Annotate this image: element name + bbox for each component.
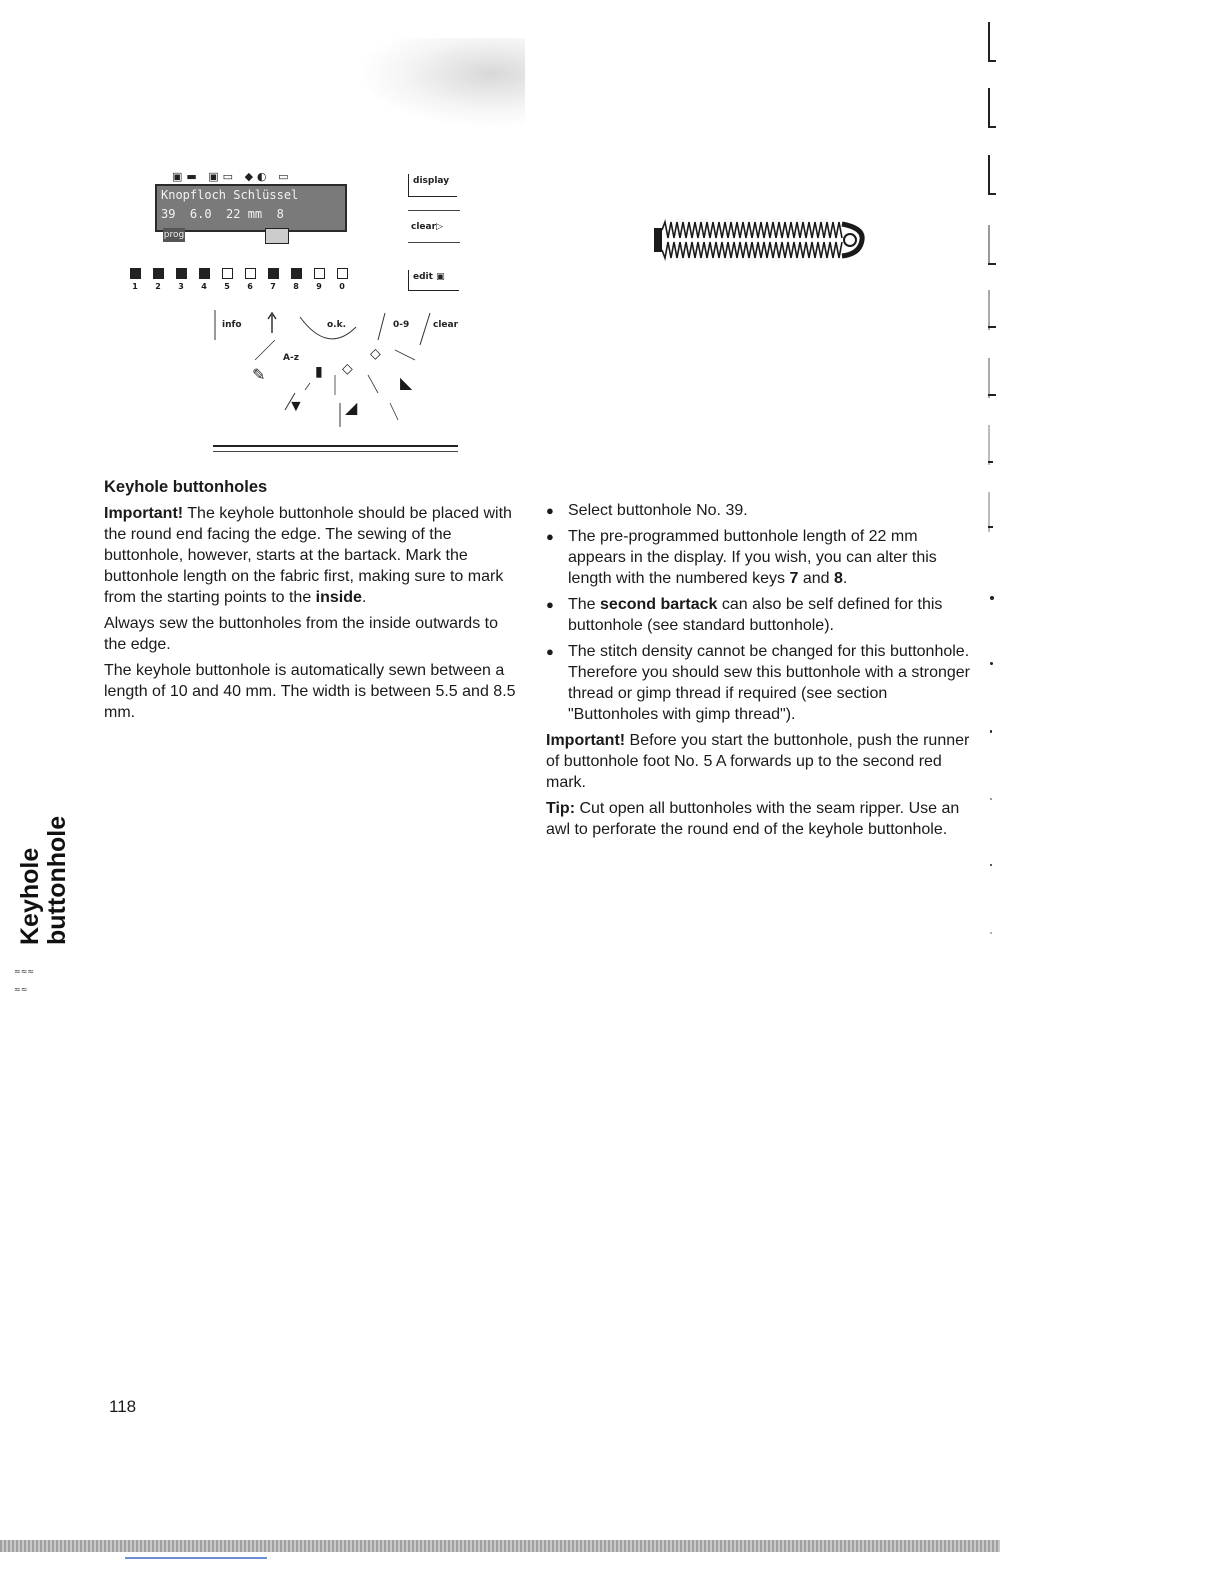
number-key: 2 (151, 268, 165, 291)
number-key: 3 (174, 268, 188, 291)
number-key: 5 (220, 268, 234, 291)
presser-icon: ◢ (345, 400, 358, 417)
mode-key (265, 228, 289, 244)
panel-underline (213, 451, 458, 452)
clear-arrow-icon: ▷ (436, 222, 443, 232)
edge-dot (990, 798, 992, 800)
side-tab-line-2: buttonhole (43, 815, 71, 945)
number-key: 7 (266, 268, 280, 291)
panel-underline (213, 445, 458, 447)
number-keys (128, 268, 349, 291)
scan-edge-bar (0, 1540, 1000, 1552)
important-note: Important! Before you start the buttonhole, push the runner of buttonhole foot No. 5 A forwards up to the second red mark. (546, 732, 970, 791)
paragraph: Always sew the buttonholes from the inside outwards to the edge. (104, 615, 498, 653)
display-key: display (408, 174, 457, 197)
sewing-machine-icon: ▣ (436, 272, 445, 282)
edge-tab-mark (986, 492, 1000, 534)
clear-key: clear▷ (411, 222, 443, 232)
stitch-mode-icons: ▣▬ ▣▭ ◆◐ ▭ (172, 170, 293, 183)
paragraph: Important! The keyhole buttonhole should be placed with the round end facing the edge. The sewing of the buttonhole, however, starts at the bartack. Mark the buttonhole length on the fabric first, making sure to mark from the starting points to the inside. (104, 505, 512, 606)
number-key: 1 (128, 268, 142, 291)
az-key: A-z (283, 353, 299, 363)
triangle-icon: ◣ (400, 375, 413, 392)
bar-icon: ▮ (315, 363, 323, 379)
edge-tab-mark (986, 290, 1000, 332)
edge-dot (990, 932, 992, 934)
edge-tab-mark (986, 22, 1000, 64)
list-item: ● Select buttonhole No. 39. (546, 500, 971, 521)
edit-key: edit ▣ (408, 270, 459, 291)
lcd-line-1: Knopfloch Schlüssel (161, 188, 299, 202)
bullet-list (546, 500, 971, 725)
edge-tab-mark (986, 358, 1000, 400)
lcd-display (155, 184, 347, 232)
edge-tab-mark (986, 425, 1000, 467)
scan-edge-line (125, 1557, 267, 1559)
divider (408, 210, 460, 211)
number-key: 4 (197, 268, 211, 291)
edge-dot (990, 596, 994, 600)
edge-dot (990, 864, 992, 866)
list-item: ● The stitch density cannot be changed for this buttonhole. Therefore you should sew this buttonhole with a stronger thread or gimp thread if required (see section "Buttonholes with gimp thread"). (546, 641, 971, 725)
right-column (546, 500, 971, 845)
side-tab-line-1: Keyhole (16, 847, 44, 945)
list-item: ● The pre-programmed buttonhole length of 22 mm appears in the display. If you wish, you can alter this length with the numbered keys 7 and 8. (546, 526, 971, 589)
range-key: 0-9 (393, 320, 410, 330)
section-heading: Keyhole buttonholes (104, 478, 268, 496)
edge-dot (990, 730, 992, 733)
list-item: ● The second bartack can also be self defined for this buttonhole (see standard buttonhole). (546, 594, 971, 636)
foot-icon: ◇ (342, 360, 353, 376)
scan-artifact: ≈≈≈ ≈≈ (14, 967, 35, 994)
paragraph: The keyhole buttonhole is automatically sewn between a length of 10 and 40 mm. The width is between 5.5 and 8.5 mm. (104, 662, 516, 721)
number-key: 6 (243, 268, 257, 291)
ok-key: o.k. (327, 320, 347, 330)
needle-icon: ✎ (252, 367, 266, 384)
edge-tab-mark (986, 88, 1000, 130)
important-label: Important! (104, 505, 184, 522)
number-key: 0 (335, 268, 349, 291)
lcd-line-2: 39 6.0 22 mm 8 (161, 207, 284, 221)
info-key: info (222, 320, 242, 330)
divider (408, 242, 460, 243)
scan-speckle (355, 38, 525, 128)
keyhole-stitch-pattern (652, 218, 867, 262)
prog-key: prog (163, 230, 185, 240)
left-column (104, 503, 524, 728)
control-panel-illustration (120, 160, 465, 460)
edge-tab-mark (986, 225, 1000, 267)
edge-tab-mark (986, 155, 1000, 197)
page-number: 118 (109, 1397, 137, 1416)
chapter-side-tab (17, 816, 71, 945)
tip-note: Tip: Cut open all buttonholes with the seam ripper. Use an awl to perforate the round end of the keyhole buttonhole. (546, 800, 960, 838)
diamond-icon: ◇ (370, 345, 381, 361)
number-key: 8 (289, 268, 303, 291)
number-key: 9 (312, 268, 326, 291)
clear-key-lower: clear (433, 320, 459, 330)
edge-dot (990, 662, 993, 665)
spool-icon: ▼ (288, 398, 304, 415)
